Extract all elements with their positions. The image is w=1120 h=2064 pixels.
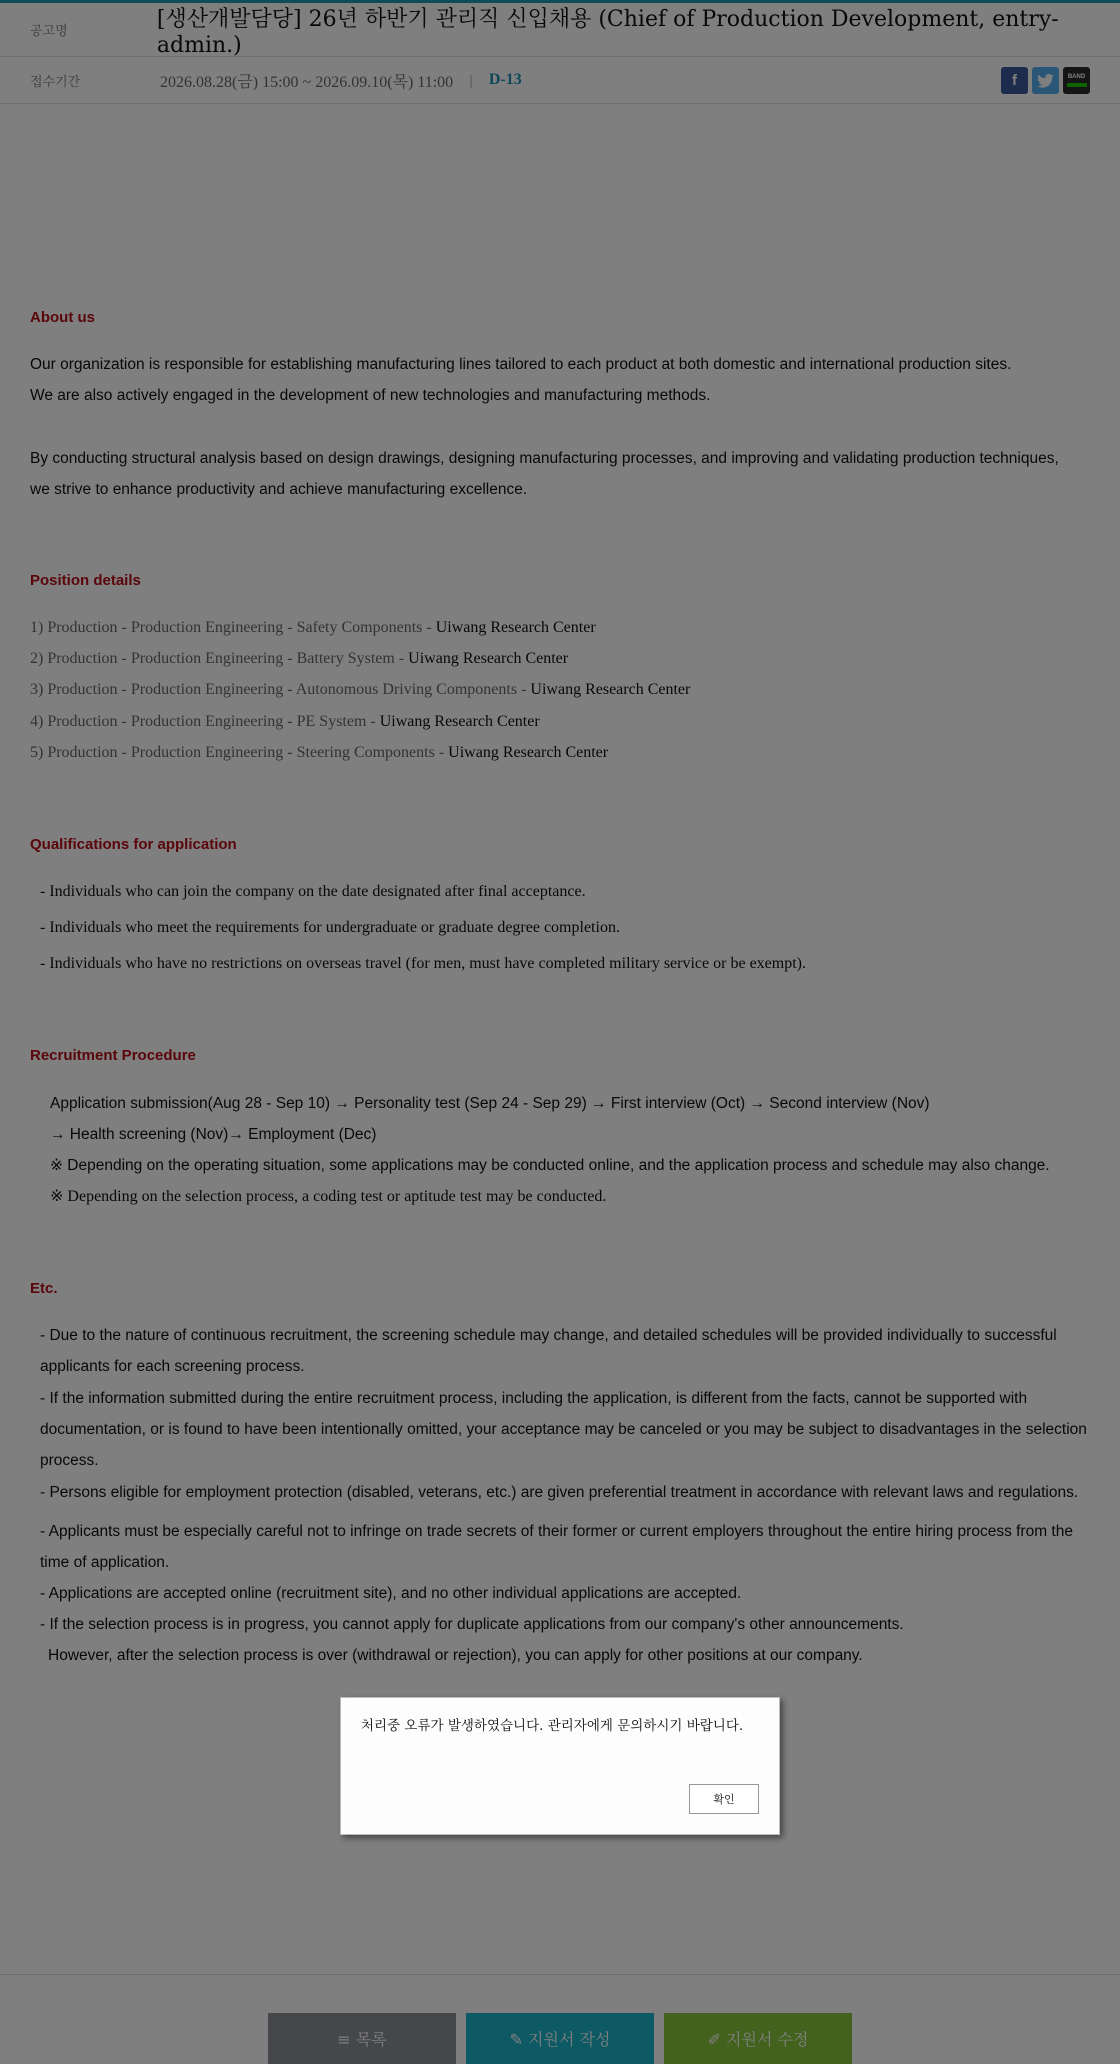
error-message: 처리중 오류가 발생하였습니다. 관리자에게 문의하시기 바랍니다. [361,1718,744,1734]
error-dialog [340,1697,780,1835]
confirm-button[interactable]: 확인 [689,1784,759,1814]
